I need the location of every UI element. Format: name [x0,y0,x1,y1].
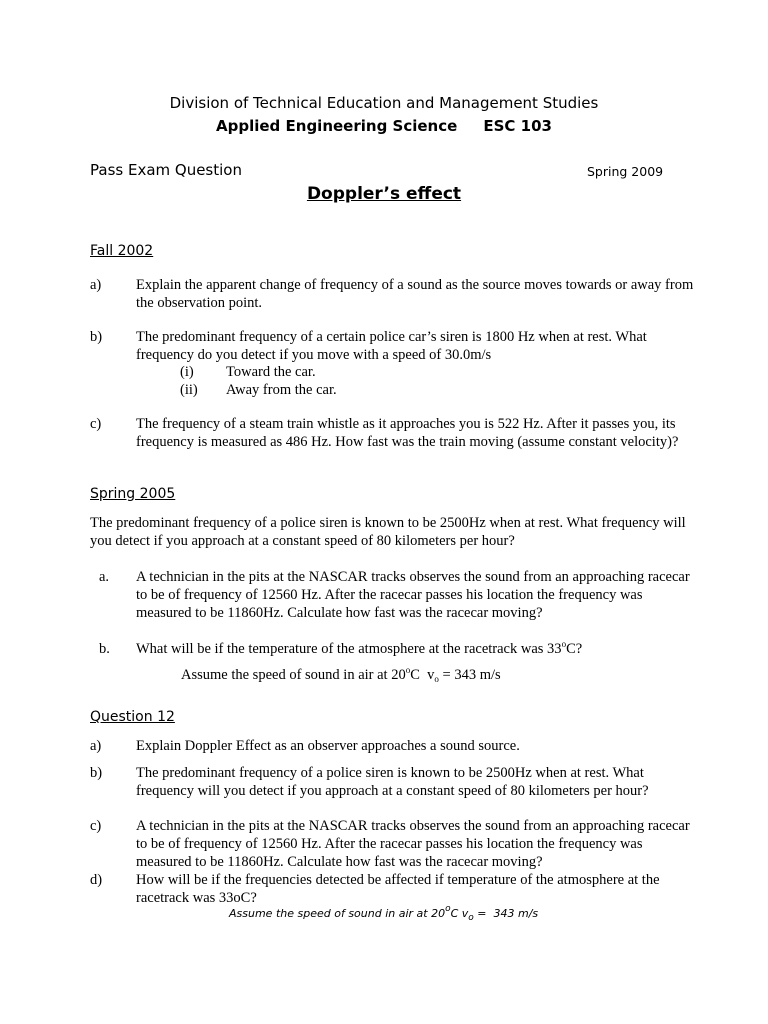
question-text: Explain Doppler Effect as an observer approaches a sound source. [136,738,520,754]
question-text: The frequency of a steam train whistle as it approaches you is 522 Hz. After it passes you, its frequency is measured as 486 Hz. How fast was the train moving (assume constant velocity)? [136,416,679,450]
sub-item-label: (i) [180,364,194,380]
document-title: Doppler’s effect [306,184,462,204]
item-label: a. [99,569,110,585]
question-text: The predominant frequency of a police siren is known to be 2500Hz when at rest. What frequency will you detect if you approach at a constant speed of 80 kilometers per hour? [136,765,649,799]
section-heading-fall-2002: Fall 2002 [90,243,154,259]
item-label: c) [90,416,102,432]
item-label: c) [90,818,102,834]
section-heading-spring-2005: Spring 2005 [90,486,176,502]
division-title: Division of Technical Education and Management Studies [169,94,599,112]
assumption-note: Assume the speed of sound in air at 20$^o$C $v_o = 343$ m/s [229,904,539,923]
question-text: A technician in the pits at the NASCAR tracks observes the sound from an approaching racecar to be of frequency of 12560 Hz. After the racecar passes his location the frequency was measured to be 11860Hz. Calculate how fast was the racecar moving? [136,569,690,621]
item-label: a) [90,738,102,754]
question-text: A technician in the pits at the NASCAR tracks observes the sound from an approaching racecar to be of frequency of 12560 Hz. After the racecar passes his location the frequency was measured to be 11860Hz. Calculate how fast was the racecar moving? [136,818,690,870]
item-label: a) [90,277,102,293]
item-label: b. [99,641,110,657]
sub-item-text: Away from the car. [226,382,337,398]
item-label: b) [90,329,103,345]
question-text: How will be if the frequencies detected be affected if temperature of the atmosphere at the racetrack was 33oC? [136,872,660,906]
question-text: The predominant frequency of a certain police car’s siren is 1800 Hz when at rest. What frequency do you detect if you move with a speed of 30.0m/s [136,329,647,363]
section-heading-question-12: Question 12 [90,709,175,725]
question-text: What will be if the temperature of the atmosphere at the racetrack was 33$^o$C? [136,639,583,657]
term-label: Spring 2009 [587,164,664,179]
item-label: d) [90,872,103,888]
course-title: Applied Engineering Science ESC 103 [216,117,552,135]
item-label: b) [90,765,103,781]
exam-label: Pass Exam Question [90,161,242,179]
sub-item-label: (ii) [180,382,198,398]
section-intro: The predominant frequency of a police siren is known to be 2500Hz when at rest. What frequency will you detect if you approach at a constant speed of 80 kilometers per hour? [90,515,686,549]
assumption-note: Assume the speed of sound in air at 20$^o$C $v_o = 343$ m/s [181,665,501,684]
question-text: Explain the apparent change of frequency of a sound as the source moves towards or away from the observation point. [136,277,694,311]
sub-item-text: Toward the car. [226,364,316,380]
